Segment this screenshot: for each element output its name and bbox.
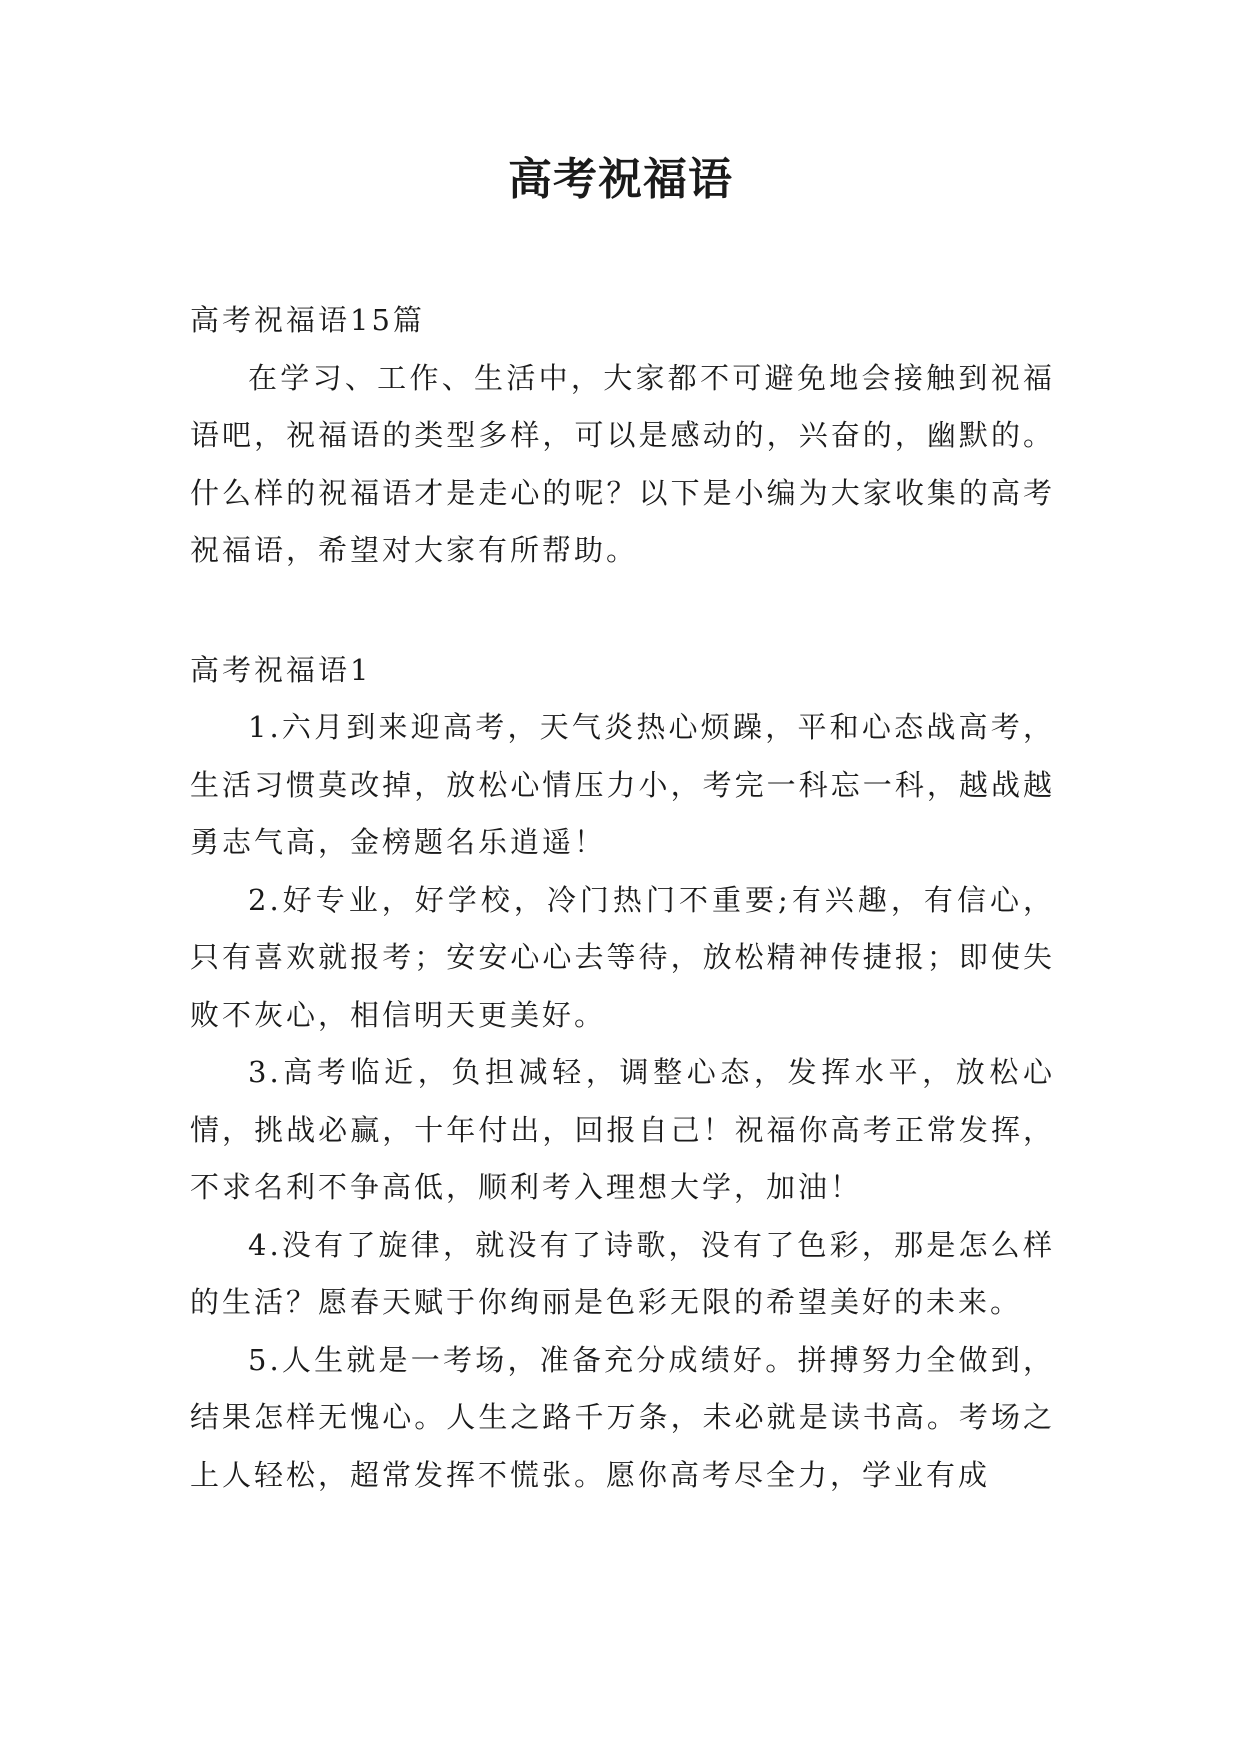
blessing-item-5: 5.人生就是一考场，准备充分成绩好。拼搏努力全做到，结果怎样无愧心。人生之路千万条，未必就是读书高。考场之上人轻松，超常发挥不慌张。愿你高考尽全力，学业有成 xyxy=(190,1342,1055,1492)
section-spacer xyxy=(190,580,1055,642)
document-body xyxy=(190,292,1055,1504)
document-subtitle: 高考祝福语15篇 xyxy=(190,303,425,337)
blessing-item-2: 2.好专业，好学校，冷门热门不重要;有兴趣，有信心，只有喜欢就报考；安安心心去等待，放松精神传捷报；即使失败不灰心，相信明天更美好。 xyxy=(190,882,1055,1032)
document-title: 高考祝福语 xyxy=(508,154,733,205)
intro-paragraph: 在学习、工作、生活中，大家都不可避免地会接触到祝福语吧，祝福语的类型多样，可以是感动的，兴奋的，幽默的。什么样的祝福语才是走心的呢？以下是小编为大家收集的高考祝福语，希望对大家有所帮助。 xyxy=(190,360,1055,567)
blessing-item-1: 1.六月到来迎高考，天气炎热心烦躁，平和心态战高考，生活习惯莫改掉，放松心情压力小，考完一科忘一科，越战越勇志气高，金榜题名乐逍遥！ xyxy=(190,710,1055,859)
section-heading: 高考祝福语1 xyxy=(190,652,372,687)
blessing-item-4: 4.没有了旋律，就没有了诗歌，没有了色彩，那是怎么样的生活？愿春天赋于你绚丽是色彩无限的希望美好的未来。 xyxy=(190,1227,1055,1319)
blessing-item-3: 3.高考临近，负担减轻，调整心态，发挥水平，放松心情，挑战必赢，十年付出，回报自己！祝福你高考正常发挥，不求名利不争高低，顺利考入理想大学，加油！ xyxy=(190,1055,1055,1204)
